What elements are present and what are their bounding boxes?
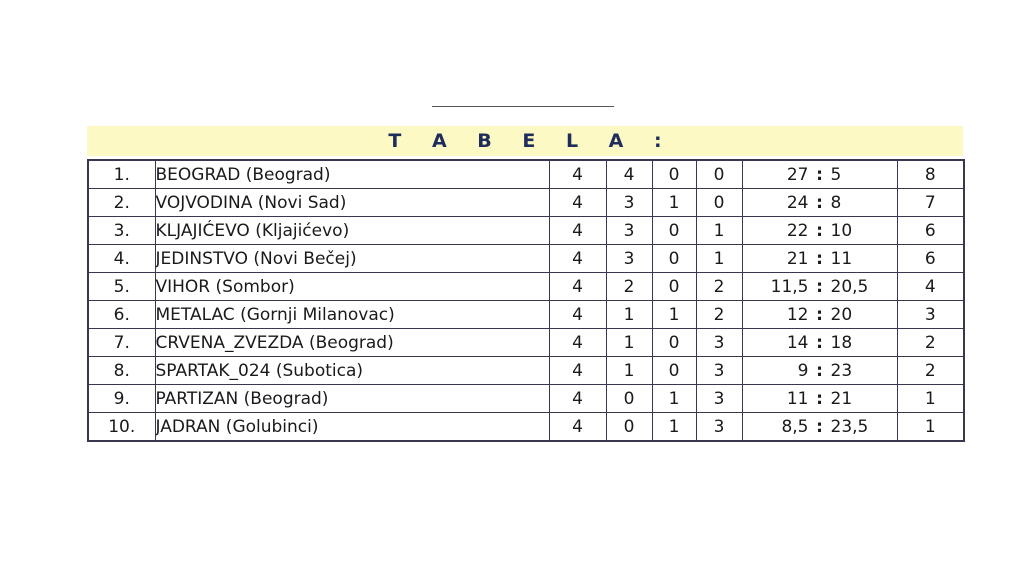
position-cell: 4. xyxy=(88,245,155,273)
goals-against: 10 xyxy=(830,220,853,241)
points-cell: 4 xyxy=(897,273,964,301)
goals-for: 21 xyxy=(786,248,809,269)
title-band xyxy=(87,126,963,156)
position-cell: 6. xyxy=(88,301,155,329)
played-cell: 4 xyxy=(549,217,606,245)
team-cell: VOJVODINA (Novi Sad) xyxy=(155,189,549,217)
score-cell xyxy=(742,385,897,413)
points-cell: 2 xyxy=(897,329,964,357)
goals-for: 11,5 xyxy=(770,276,809,297)
won-cell: 3 xyxy=(606,189,652,217)
table-row xyxy=(88,301,964,329)
team-cell: SPARTAK_024 (Subotica) xyxy=(155,357,549,385)
lost-cell: 3 xyxy=(696,357,742,385)
team-cell: KLJAJIĆEVO (Kljajićevo) xyxy=(155,217,549,245)
score-separator: : xyxy=(816,220,823,241)
table-row xyxy=(88,245,964,273)
top-rule-divider xyxy=(432,106,614,107)
lost-cell: 2 xyxy=(696,273,742,301)
position-cell: 10. xyxy=(88,413,155,442)
goals-against: 18 xyxy=(830,332,853,353)
goals-for: 9 xyxy=(797,360,809,381)
points-cell: 3 xyxy=(897,301,964,329)
score-cell xyxy=(742,160,897,189)
goals-against: 11 xyxy=(830,248,853,269)
played-cell: 4 xyxy=(549,273,606,301)
score-separator: : xyxy=(816,276,823,297)
drawn-cell: 0 xyxy=(652,329,696,357)
points-cell: 7 xyxy=(897,189,964,217)
score-separator: : xyxy=(816,304,823,325)
drawn-cell: 1 xyxy=(652,385,696,413)
won-cell: 3 xyxy=(606,217,652,245)
goals-against: 5 xyxy=(830,164,842,185)
score-cell xyxy=(742,217,897,245)
goals-for: 27 xyxy=(786,164,809,185)
team-cell: JEDINSTVO (Novi Bečej) xyxy=(155,245,549,273)
goals-for: 12 xyxy=(786,304,809,325)
lost-cell: 2 xyxy=(696,301,742,329)
played-cell: 4 xyxy=(549,189,606,217)
goals-for: 11 xyxy=(786,388,809,409)
position-cell: 1. xyxy=(88,160,155,189)
goals-against: 20,5 xyxy=(830,276,869,297)
team-cell: VIHOR (Sombor) xyxy=(155,273,549,301)
score-cell xyxy=(742,189,897,217)
won-cell: 4 xyxy=(606,160,652,189)
score-separator: : xyxy=(816,332,823,353)
won-cell: 1 xyxy=(606,357,652,385)
standings-body xyxy=(88,160,964,441)
goals-against: 21 xyxy=(830,388,853,409)
team-cell: PARTIZAN (Beograd) xyxy=(155,385,549,413)
played-cell: 4 xyxy=(549,385,606,413)
points-cell: 6 xyxy=(897,217,964,245)
drawn-cell: 1 xyxy=(652,301,696,329)
lost-cell: 3 xyxy=(696,329,742,357)
score-cell xyxy=(742,301,897,329)
won-cell: 0 xyxy=(606,413,652,442)
score-cell xyxy=(742,245,897,273)
score-separator: : xyxy=(816,248,823,269)
goals-for: 8,5 xyxy=(781,416,809,437)
points-cell: 2 xyxy=(897,357,964,385)
points-cell: 1 xyxy=(897,413,964,442)
team-cell: JADRAN (Golubinci) xyxy=(155,413,549,442)
table-row xyxy=(88,329,964,357)
goals-against: 23,5 xyxy=(830,416,869,437)
lost-cell: 3 xyxy=(696,385,742,413)
table-row xyxy=(88,273,964,301)
score-cell xyxy=(742,329,897,357)
score-cell xyxy=(742,357,897,385)
drawn-cell: 1 xyxy=(652,189,696,217)
goals-for: 24 xyxy=(786,192,809,213)
played-cell: 4 xyxy=(549,301,606,329)
score-cell xyxy=(742,273,897,301)
table-row xyxy=(88,413,964,442)
lost-cell: 3 xyxy=(696,413,742,442)
score-separator: : xyxy=(816,164,823,185)
position-cell: 3. xyxy=(88,217,155,245)
won-cell: 1 xyxy=(606,301,652,329)
lost-cell: 1 xyxy=(696,217,742,245)
table-row xyxy=(88,189,964,217)
lost-cell: 1 xyxy=(696,245,742,273)
position-cell: 7. xyxy=(88,329,155,357)
won-cell: 2 xyxy=(606,273,652,301)
score-separator: : xyxy=(816,416,823,437)
position-cell: 5. xyxy=(88,273,155,301)
goals-for: 14 xyxy=(786,332,809,353)
goals-against: 20 xyxy=(830,304,853,325)
table-row xyxy=(88,357,964,385)
team-cell: METALAC (Gornji Milanovac) xyxy=(155,301,549,329)
drawn-cell: 0 xyxy=(652,160,696,189)
position-cell: 8. xyxy=(88,357,155,385)
won-cell: 3 xyxy=(606,245,652,273)
played-cell: 4 xyxy=(549,160,606,189)
points-cell: 8 xyxy=(897,160,964,189)
team-cell: CRVENA_ZVEZDA (Beograd) xyxy=(155,329,549,357)
won-cell: 0 xyxy=(606,385,652,413)
score-cell xyxy=(742,413,897,442)
lost-cell: 0 xyxy=(696,189,742,217)
table-row xyxy=(88,217,964,245)
position-cell: 2. xyxy=(88,189,155,217)
score-separator: : xyxy=(816,388,823,409)
points-cell: 6 xyxy=(897,245,964,273)
played-cell: 4 xyxy=(549,357,606,385)
goals-against: 23 xyxy=(830,360,853,381)
drawn-cell: 0 xyxy=(652,273,696,301)
drawn-cell: 0 xyxy=(652,245,696,273)
standings-table xyxy=(87,159,965,442)
goals-for: 22 xyxy=(786,220,809,241)
score-separator: : xyxy=(816,192,823,213)
played-cell: 4 xyxy=(549,413,606,442)
played-cell: 4 xyxy=(549,245,606,273)
drawn-cell: 1 xyxy=(652,413,696,442)
drawn-cell: 0 xyxy=(652,217,696,245)
table-row xyxy=(88,385,964,413)
points-cell: 1 xyxy=(897,385,964,413)
table-title: T A B E L A : xyxy=(388,130,674,152)
team-cell: BEOGRAD (Beograd) xyxy=(155,160,549,189)
played-cell: 4 xyxy=(549,329,606,357)
won-cell: 1 xyxy=(606,329,652,357)
table-row xyxy=(88,160,964,189)
position-cell: 9. xyxy=(88,385,155,413)
lost-cell: 0 xyxy=(696,160,742,189)
drawn-cell: 0 xyxy=(652,357,696,385)
goals-against: 8 xyxy=(830,192,842,213)
score-separator: : xyxy=(816,360,823,381)
